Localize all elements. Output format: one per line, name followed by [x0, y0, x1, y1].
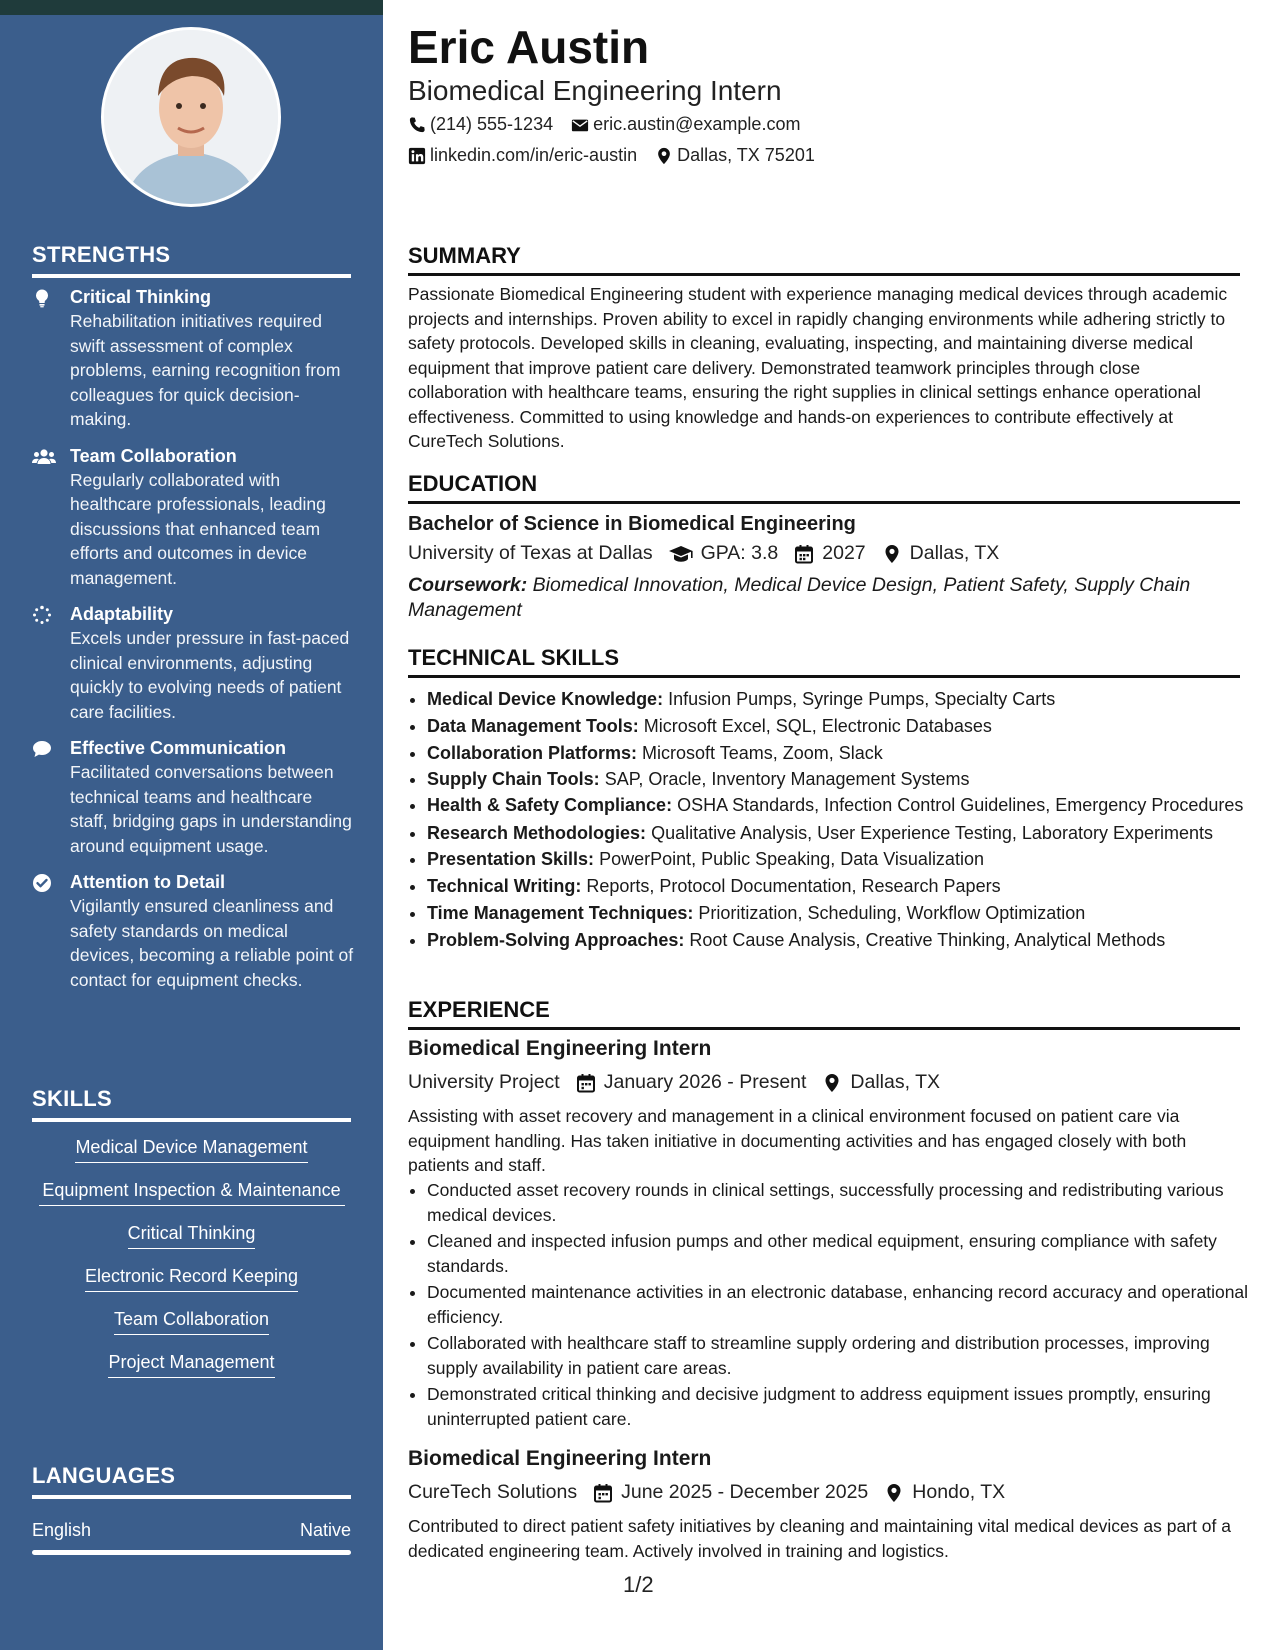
coursework-list: Biomedical Innovation, Medical Device Design, Patient Safety, Supply Chain Management: [408, 574, 1191, 621]
strength-desc: Facilitated conversations between technical teams and healthcare staff, bridging gaps in understanding around equipment usage.: [70, 762, 352, 856]
list-item: • Problem-Solving Approaches: Root Cause Analysis, Creative Thinking, Analytical Methods: [427, 927, 1259, 954]
contact-row-2: [408, 145, 833, 166]
calendar-icon: [576, 1073, 596, 1093]
list-item: • Collaboration Platforms: Microsoft Teams, Zoom, Slack: [427, 740, 1259, 767]
list-item: • Medical Device Knowledge: Infusion Pumps, Syringe Pumps, Specialty Carts: [427, 686, 1259, 713]
chat-bubble-icon: [32, 739, 52, 759]
gpa: GPA: 3.8: [700, 542, 779, 564]
person-silhouette-icon: [104, 30, 278, 204]
list-item: • Health & Safety Compliance: OSHA Standards, Infection Control Guidelines, Emergency Procedures: [427, 793, 1259, 818]
contact-row-1: [408, 114, 818, 135]
job-location: Hondo, TX: [912, 1481, 1006, 1503]
strength-title: Adaptability: [70, 604, 174, 624]
candidate-name: Eric Austin: [408, 21, 650, 73]
contact-location: Dallas, TX 75201: [677, 145, 815, 165]
strength-item: [32, 444, 354, 591]
education-details: [408, 542, 1015, 565]
strength-desc: Excels under pressure in fast-paced clinical environments, adjusting quickly to evolving needs of patient care facilities.: [70, 628, 350, 722]
list-item: • Technical Writing: Reports, Protocol Documentation, Research Papers: [427, 873, 1259, 900]
skill-item: Medical Device Management: [75, 1135, 307, 1163]
language-proficiency-bar: [32, 1550, 351, 1555]
linkedin-icon: [408, 147, 426, 165]
users-icon: [32, 447, 56, 467]
profile-photo: [101, 27, 281, 207]
job-org: University Project: [408, 1071, 560, 1093]
language-row: [32, 1520, 351, 1541]
skill-item: Critical Thinking: [128, 1221, 256, 1249]
job-details: [408, 1071, 956, 1094]
languages-heading: LANGUAGES: [32, 1463, 351, 1499]
technical-skills-list: [408, 686, 1259, 954]
strength-title: Critical Thinking: [70, 287, 212, 307]
summary-heading: SUMMARY: [408, 243, 1240, 276]
coursework: [408, 573, 1240, 623]
list-item: • Demonstrated critical thinking and decisive judgment to address equipment issues promptly, ensuring uninterrupted patient care.: [427, 1382, 1259, 1431]
coursework-label: Coursework:: [408, 574, 528, 596]
degree-title: Bachelor of Science in Biomedical Engineering: [408, 513, 856, 535]
list-item: • Collaborated with healthcare staff to streamline supply ordering and distribution processes, improving supply availability in patient care areas.: [427, 1331, 1259, 1380]
skill-item: Project Management: [108, 1350, 274, 1378]
job-title: Biomedical Engineering Intern: [408, 1037, 712, 1060]
candidate-title: Biomedical Engineering Intern: [408, 75, 782, 106]
job-details: [408, 1481, 1021, 1504]
check-circle-icon: [32, 873, 52, 893]
job-bullets: [408, 1178, 1259, 1433]
strength-title: Effective Communication: [70, 738, 287, 758]
school-name: University of Texas at Dallas: [408, 542, 653, 564]
strength-desc: Vigilantly ensured cleanliness and safety standards on medical devices, becoming a reliable point of contact for equipment checks.: [70, 896, 354, 990]
spinner-icon: [32, 605, 52, 625]
skill-item: Equipment Inspection & Maintenance: [39, 1178, 345, 1206]
phone-number[interactable]: (214) 555-1234: [430, 114, 554, 134]
skills-heading: SKILLS: [32, 1086, 351, 1122]
lightbulb-icon: [32, 288, 52, 308]
phone-icon: [408, 116, 426, 134]
experience-heading: EXPERIENCE: [408, 997, 1240, 1030]
map-pin-icon: [882, 544, 902, 564]
job-description: Assisting with asset recovery and management in a clinical environment focused on patient care via equipment handling. Has taken initiative in documenting activities and has engaged closely with both patients and staff.: [408, 1106, 1187, 1175]
page-indicator: 1/2: [623, 1572, 654, 1597]
list-item: • Time Management Techniques: Prioritization, Scheduling, Workflow Optimization: [427, 900, 1259, 927]
calendar-icon: [593, 1483, 613, 1503]
job-title: Biomedical Engineering Intern: [408, 1447, 712, 1470]
sidebar-top-band: [0, 0, 383, 15]
strength-item: [32, 602, 354, 724]
skills-list: [32, 1135, 351, 1393]
sidebar: [0, 0, 383, 1650]
graduation-cap-icon: [669, 544, 693, 564]
strengths-list: [32, 285, 354, 1004]
school-location: Dallas, TX: [909, 542, 1000, 564]
job-description: Contributed to direct patient safety initiatives by cleaning and maintaining vital medical devices as part of a dedicated engineering team. Actively involved in training and logistics.: [408, 1516, 1231, 1561]
linkedin-url[interactable]: linkedin.com/in/eric-austin: [430, 145, 638, 165]
strength-item: [32, 285, 354, 432]
map-pin-icon: [884, 1483, 904, 1503]
calendar-icon: [794, 544, 814, 564]
language-name: English: [32, 1520, 92, 1540]
job-org: CureTech Solutions: [408, 1481, 578, 1503]
list-item: • Supply Chain Tools: SAP, Oracle, Inventory Management Systems: [427, 766, 1259, 793]
email-address[interactable]: eric.austin@example.com: [593, 114, 801, 134]
job-dates: January 2026 - Present: [603, 1071, 807, 1093]
list-item: • Research Methodologies: Qualitative Analysis, User Experience Testing, Laboratory Experiments: [427, 820, 1259, 847]
graduation-year: 2027: [822, 542, 866, 564]
map-pin-icon: [655, 147, 673, 165]
job-location: Dallas, TX: [850, 1071, 941, 1093]
language-level: Native: [299, 1520, 351, 1540]
technical-skills-heading: TECHNICAL SKILLS: [408, 645, 1240, 678]
list-item: • Presentation Skills: PowerPoint, Public Speaking, Data Visualization: [427, 846, 1259, 873]
envelope-icon: [571, 116, 589, 134]
strength-desc: Rehabilitation initiatives required swift assessment of complex problems, earning recognition from colleagues for quick decision-making.: [70, 311, 341, 429]
skill-item: Electronic Record Keeping: [85, 1264, 298, 1292]
list-item: • Data Management Tools: Microsoft Excel, SQL, Electronic Databases: [427, 713, 1259, 740]
strength-item: [32, 870, 354, 992]
job-dates: June 2025 - December 2025: [621, 1481, 869, 1503]
list-item: • Conducted asset recovery rounds in clinical settings, successfully processing and redistributing various medical devices.: [427, 1178, 1259, 1227]
summary-text: Passionate Biomedical Engineering student with experience managing medical devices through academic projects and internships. Proven ability to excel in rapidly changing environments while adhering strictly to safety protocols. Developed skills in cleaning, evaluating, inspecting, and maintaining diverse medical equipment that improve patient care delivery. Demonstrated teamwork principles through close collaboration with healthcare teams, ensuring the right supplies in clinical settings enhance operational effectiveness. Committed to using knowledge and hands-on experiences to contribute effectively at CureTech Solutions.: [408, 284, 1228, 451]
strength-item: [32, 736, 354, 858]
strength-title: Team Collaboration: [70, 445, 237, 466]
strengths-heading: STRENGTHS: [32, 242, 351, 278]
map-pin-icon: [822, 1073, 842, 1093]
skill-item: Team Collaboration: [114, 1307, 269, 1335]
education-heading: EDUCATION: [408, 471, 1240, 504]
list-item: • Cleaned and inspected infusion pumps and other medical equipment, ensuring compliance with safety standards.: [427, 1229, 1259, 1278]
strength-desc: Regularly collaborated with healthcare professionals, leading discussions that enhanced team efforts and outcomes in device management.: [70, 469, 326, 588]
list-item: • Documented maintenance activities in an electronic database, enhancing record accuracy and operational efficiency.: [427, 1280, 1259, 1329]
strength-title: Attention to Detail: [70, 872, 225, 892]
